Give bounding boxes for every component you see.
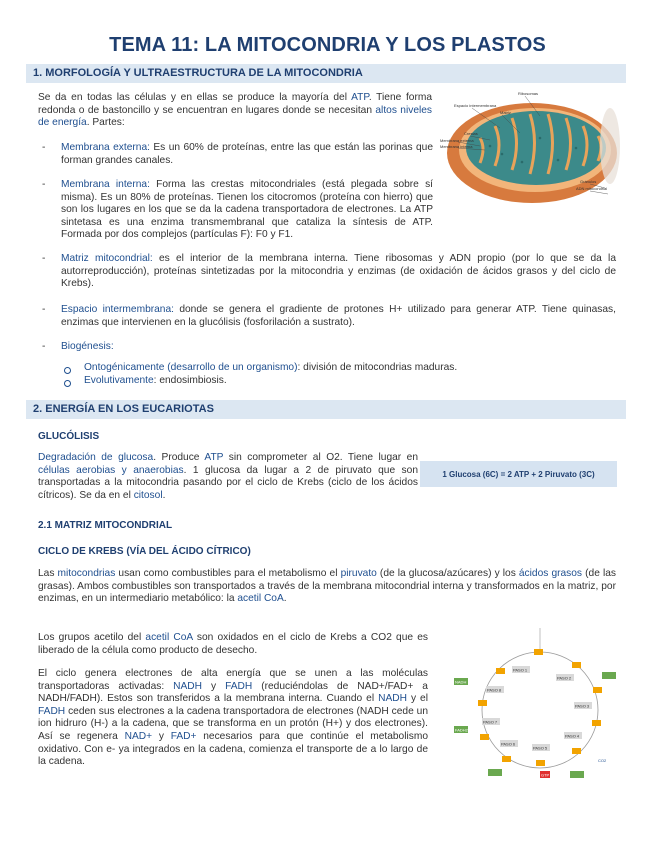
- step-3-label: PASO 3: [575, 703, 590, 709]
- glucolisis-title: GLUCÓLISIS: [38, 431, 100, 442]
- nadh-badge: [602, 672, 616, 679]
- list-dash: -: [42, 341, 46, 352]
- krebs-paragraph-3: [38, 668, 428, 769]
- step-7-label: PASO 7: [483, 719, 498, 725]
- p1-text-b: usan como combustibles para el metabolismo el: [115, 568, 341, 579]
- p3-kw6: FAD+: [170, 730, 197, 742]
- matriz-title: 2.1 MATRIZ MITOCONDRIAL: [38, 520, 173, 531]
- sub-item-text: : endosimbiosis.: [153, 375, 227, 386]
- p1-text-c: (de la glucosa/azúcares) y los: [376, 568, 519, 579]
- item-text: es el interior de la membrana interna. Tiene ribosomas y ADN propio (por lo que se da la autorreproducción), proteínas sintetizadas por la mitocondria y enzimas (de oxidación de ácidos grasos y del ciclo de Krebs).: [61, 253, 616, 290]
- glucolisis-text-d: .: [162, 489, 166, 501]
- step-8-label: PASO 8: [487, 687, 502, 693]
- sub-item-text: : división de mitocondrias maduras.: [297, 362, 458, 373]
- p3-text-f: y: [152, 730, 171, 742]
- label-crestas: Crestas: [464, 131, 478, 136]
- item-label: Membrana externa:: [61, 142, 150, 153]
- label-membrana-interna: Membrana interna: [440, 144, 473, 149]
- p3-kw3: NADH: [378, 693, 407, 705]
- p1-text-d: (de las grasas). Ambos combustibles son transportados a través de la membrana mitocondrial interna y transformados en la matriz, por enzimas, en un intermediario metabólico: la: [38, 568, 616, 605]
- sub-item-label: Ontogénicamente (desarrollo de un organismo): [84, 362, 298, 373]
- glucolisis-text-c: . 1 glucosa da lugar a 2 de piruvato que son transportadas a la mitocondria pasando por el ciclo de Krebs (ciclo de los ácidos cítricos). Se da en el: [38, 464, 418, 501]
- glucolisis-paragraph: [38, 452, 418, 502]
- p1-kw3: ácidos grasos: [518, 568, 583, 579]
- p2-text-a: Los grupos acetilo del: [38, 632, 146, 643]
- list-item-espacio: [61, 304, 616, 329]
- p3-text-a: El ciclo genera electrones de alta energía que se unen a las moléculas transportadoras activadas:: [38, 668, 428, 692]
- p3-kw1: NADH: [173, 680, 203, 692]
- krebs-cycle-diagram: [452, 622, 632, 782]
- matrix-shape: [466, 111, 606, 185]
- item-label: Espacio intermembrana:: [61, 304, 174, 315]
- glucolisis-kw1: Degradación de glucosa: [38, 452, 154, 463]
- p3-text-g: necesarios para que continúe el metabolismo oxidativo. Con e- ya integrados en la cadena, comienza el transporte de a lo largo de la cadena.: [38, 730, 428, 768]
- item-label: Matriz mitocondrial:: [61, 253, 153, 264]
- step-4-label: PASO 4: [565, 733, 580, 739]
- glucolisis-text-a: . Produce: [153, 452, 205, 463]
- p2-text-b: son oxidados en el ciclo de Krebs a CO2 que es liberado de la célula como producto de desecho.: [38, 632, 429, 656]
- list-dash: -: [42, 179, 46, 190]
- nadh-badge: [488, 769, 502, 776]
- intro-atp: ATP: [351, 92, 369, 103]
- krebs-title: CICLO DE KREBS (VÍA DEL ÁCIDO CÍTRICO): [38, 546, 251, 557]
- list-item-membrana-externa: [61, 142, 433, 167]
- intro-text-c: . Partes:: [86, 117, 125, 129]
- list-dash: -: [42, 253, 46, 264]
- list-dash: -: [42, 142, 46, 153]
- p2-kw: acetil CoA: [145, 632, 193, 643]
- glucolisis-atp: ATP: [204, 452, 224, 463]
- p3-text-b: y: [202, 680, 226, 692]
- p3-kw2: FADH: [225, 680, 253, 692]
- glucolisis-kw3: citosol: [133, 489, 163, 501]
- fadh2-label: FADH2: [455, 727, 468, 733]
- gtp-label: GTP: [541, 772, 550, 778]
- item-text: Es un 60% de proteínas, entre las que están las porinas que forman grandes canales.: [61, 142, 434, 166]
- nadh-label: NADH: [455, 679, 467, 685]
- label-membrana-externa: Membrana externa: [440, 138, 474, 143]
- step-6-label: PASO 6: [501, 741, 516, 747]
- list-item-membrana-interna-head: [61, 179, 433, 242]
- bullet-circle: [64, 367, 71, 374]
- p3-text-e: ceden sus electrones a la cadena transportadora de electrones (NADH cede un ion hidruro (H-) a la cadena, que se transforma en un protón (H+) y dos electrones). Así se regenera: [38, 705, 428, 742]
- section-1-heading: 1. MORFOLOGÍA Y ULTRAESTRUCTURA DE LA MITOCONDRIA: [26, 64, 626, 83]
- p1-text-e: .: [283, 593, 287, 605]
- p1-kw4: acetil CoA: [237, 593, 284, 605]
- glucolisis-text-b: sin comprometer al O2. Tiene lugar en: [223, 452, 419, 463]
- sub-item-ontogenicamente: [84, 362, 604, 375]
- glucolisis-kw2: células aerobias y anaerobias: [38, 464, 184, 476]
- p3-kw4: FADH: [38, 705, 66, 717]
- p3-text-d: y el: [406, 693, 428, 705]
- label-intermembrana: Espacio intermembrana: [454, 103, 497, 108]
- label-matriz: Matriz: [500, 110, 511, 115]
- item-text: donde se genera el gradiente de protones H+ utilizado para generar ATP. Tiene quinasas, enzimas que intervienen en la glucólisis (fosforilación a sustrato).: [61, 304, 616, 328]
- step-1-label: PASO 1: [513, 667, 528, 673]
- co2-label: CO2: [598, 758, 607, 763]
- intro-text-b: . Tiene forma redonda o de bastoncillo y se encuentran en lugares donde se necesitan: [38, 92, 433, 116]
- label-adn-mitocondrial: ADN mitocondrial: [576, 186, 608, 191]
- list-item-matriz: [61, 253, 616, 291]
- sub-item-label: Evolutivamente: [84, 375, 154, 386]
- p3-kw5: NAD+: [124, 730, 153, 742]
- krebs-paragraph-1: [38, 568, 616, 606]
- fadh2-badge: [570, 771, 584, 778]
- p1-kw1: mitocondrias: [57, 568, 116, 579]
- p1-kw2: piruvato: [340, 568, 377, 579]
- section-2-heading: 2. ENERGÍA EN LOS EUCARIOTAS: [26, 400, 626, 419]
- list-item-biogenesis: [61, 341, 361, 354]
- label-granulos: Gránulos: [580, 179, 597, 184]
- item-label: Biogénesis:: [61, 341, 114, 352]
- page-title: TEMA 11: LA MITOCONDRIA Y LOS PLASTOS: [109, 34, 546, 56]
- cut-face: [600, 108, 620, 184]
- list-dash: -: [42, 304, 46, 315]
- sub-item-evolutivamente: [84, 375, 604, 388]
- bullet-circle: [64, 380, 71, 387]
- mitochondria-figure: [440, 88, 620, 213]
- item-text: Forma las crestas mitocondriales (está plegada sobre sí misma). Es un 80% de proteínas. Tienen los citocromos (proteína con hierro) que son los lugares en los que se da la cadena transportadora de electrones. La ATP sintetasa es una enzima transmembranal que cataliza la síntesis de ATP. Formada por dos complejos (partículas F): F0 y F1.: [61, 179, 433, 241]
- item-label: Membrana interna:: [61, 179, 150, 190]
- intro-text-a: Se da en todas las células y en ellas se produce la mayoría del: [38, 92, 352, 103]
- step-2-label: PASO 2: [557, 675, 572, 681]
- krebs-paragraph-2: [38, 632, 428, 657]
- p3-text-c: (reduciéndolas de NAD+/FAD+ a NADH/FADH). Estos son transferidos a la membrana interna. Cuando el: [38, 680, 428, 705]
- intro-paragraph: [38, 92, 432, 130]
- glucolisis-equation: 1 Glucosa (6C) = 2 ATP + 2 Piruvato (3C): [420, 461, 617, 487]
- intro-keyword: altos niveles de energía: [38, 104, 433, 129]
- p1-text-a: Las: [38, 568, 58, 579]
- step-5-label: PASO 5: [533, 745, 548, 751]
- label-ribosomas: Ribosomas: [518, 91, 539, 96]
